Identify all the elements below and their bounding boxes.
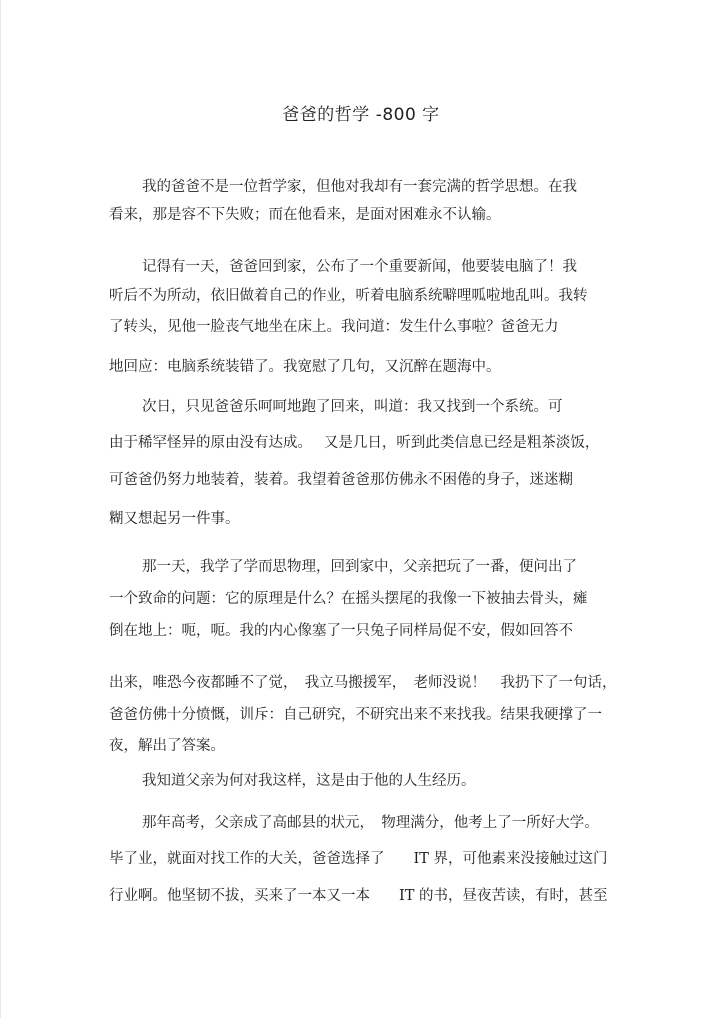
text-line: 行业啊。他坚韧不拔，买来了一本又一本 IT 的书，昼夜苦读，有时，甚至 xyxy=(109,888,608,904)
text-line: 毕了业，就面对找工作的大关，爸爸选择了 IT 界，可他素来没接触过这门 xyxy=(109,851,608,867)
text-line: 我知道父亲为何对我这样，这是由于他的人生经历。 xyxy=(142,773,476,789)
text-line: 我的爸爸不是一位哲学家，但他对我却有一套完满的哲学思想。在我 xyxy=(142,179,577,195)
text-line: 次日，只见爸爸乐呵呵地跑了回来，叫道：我又找到一个系统。可 xyxy=(142,399,563,415)
text-line: 那年高考，父亲成了高邮县的状元， 物理满分，他考上了一所好大学。 xyxy=(142,815,599,831)
text-line: 那一天，我学了学而思物理，回到家中，父亲把玩了一番，便问出了 xyxy=(142,559,577,575)
text-line: 爸爸仿佛十分愤慨，训斥：自己研究，不研究出来不来找我。结果我硬撑了一 xyxy=(109,707,602,723)
text-line: 了转头，见他一脸丧气地坐在床上。我问道：发生什么事啦？爸爸无力 xyxy=(109,319,559,335)
text-line: 由于稀罕怪异的原由没有达成。 又是几日，听到此类信息已经是粗茶淡饭， xyxy=(109,435,600,451)
text-line: 一个致命的问题：它的原理是什么？在摇头摆尾的我像一下被抽去骨头，瘫 xyxy=(109,591,588,607)
text-line: 倒在地上：呃，呃。我的内心像塞了一只兔子同样局促不安，假如回答不 xyxy=(109,623,573,639)
document-title: 爸爸的哲学 -800 字 xyxy=(282,105,440,125)
text-line: 可爸爸仍努力地装着，装着。我望着爸爸那仿佛永不困倦的身子，迷迷糊 xyxy=(109,472,573,488)
text-line: 看来，那是容不下失败；而在他看来，是面对困难永不认输。 xyxy=(109,207,501,223)
text-line: 听后不为所动，依旧做着自己的作业，听着电脑系统噼哩呱啦地乱叫。我转 xyxy=(109,288,588,304)
text-line: 记得有一天，爸爸回到家，公布了一个重要新闻，他要装电脑了！我 xyxy=(142,259,577,275)
text-line: 糊又想起另一件事。 xyxy=(109,511,240,527)
text-line: 出来，唯恐今夜都睡不了觉， 我立马搬援军， 老师没说！ 我扔下了一句话， xyxy=(109,675,617,691)
text-line: 夜，解出了答案。 xyxy=(109,738,225,754)
text-line: 地回应：电脑系统装错了。我宽慰了几句，又沉醉在题海中。 xyxy=(109,359,501,375)
